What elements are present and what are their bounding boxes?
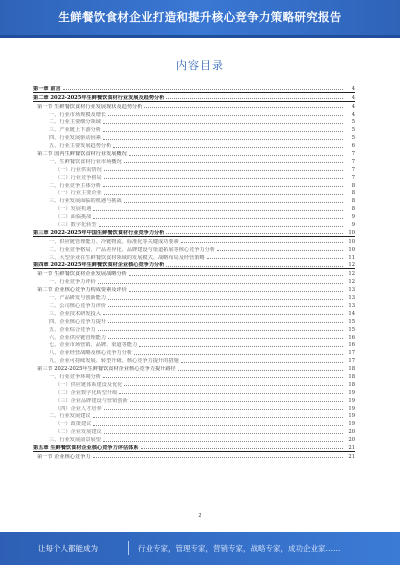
toc-leader-dots	[207, 258, 343, 259]
toc-entry-page: 18	[348, 366, 355, 373]
toc-entry[interactable]	[33, 93, 355, 102]
toc-entry-page: 5	[351, 127, 355, 134]
footer-slogan-left: 让每个人都能成为	[38, 544, 98, 553]
toc-entry-label: 四、企业核心竞争力提升	[49, 318, 107, 325]
toc-entry-label: （三）企业品牌建设与营销创新	[55, 397, 128, 404]
toc-entry-label: 三、企业技术研发投入	[49, 310, 101, 317]
toc-leader-dots	[178, 370, 343, 371]
toc-entry-label: 五、行业主要发展趋势分析	[49, 143, 112, 150]
toc-entry-page: 19	[348, 421, 355, 428]
toc-entry[interactable]	[33, 149, 355, 157]
toc-leader-dots	[103, 441, 343, 442]
toc-entry-label: 二、行业竞争主体分析	[49, 182, 101, 189]
toc-entry[interactable]	[33, 427, 355, 435]
toc-entry-page: 17	[348, 350, 355, 357]
toc-leader-dots	[108, 115, 343, 116]
toc-entry-page: 21	[348, 444, 355, 451]
toc-entry-page: 19	[348, 405, 355, 412]
toc-entry[interactable]	[33, 404, 355, 412]
toc-entry-label: 三、行业发展前景展望	[49, 437, 101, 444]
toc-entry-label: 一、产品研发与创新能力	[49, 295, 107, 302]
toc-entry-page: 20	[348, 429, 355, 436]
toc-leader-dots	[130, 401, 343, 402]
toc-entry-page: 4	[351, 103, 355, 110]
toc-entry[interactable]	[33, 396, 355, 404]
footer-slogan-right: 行业专家，管理专家，营销专家，战略专家，成功企业家……	[138, 544, 341, 553]
toc-leader-dots	[181, 362, 343, 363]
toc-entry-page: 8	[351, 198, 355, 205]
toc-entry-label: 二、行业发展建议	[49, 413, 91, 420]
toc-entry-label: 第二节 企业核心竞争力构成要素及评价	[37, 287, 127, 294]
toc-entry-label: 一、供应链管理能力、冷链物流、标准化等关键成功要素	[49, 238, 179, 245]
toc-entry[interactable]	[33, 317, 355, 325]
toc-leader-dots	[104, 170, 343, 171]
toc-leader-dots	[141, 448, 343, 449]
toc-entry[interactable]	[33, 348, 355, 356]
toc-entry[interactable]	[33, 212, 355, 220]
toc-leader-dots	[104, 194, 343, 195]
toc-entry-label: 第三章 2022-2025年中国生鲜餐饮食材行业竞争力分析	[33, 229, 165, 236]
toc-entry[interactable]	[33, 333, 355, 341]
toc-entry[interactable]	[33, 341, 355, 349]
toc-entry[interactable]	[33, 435, 355, 443]
toc-entry[interactable]	[33, 189, 355, 197]
toc-entry-page: 4	[351, 94, 355, 101]
toc-entry-page: 18	[348, 373, 355, 380]
toc-leader-dots	[217, 250, 343, 251]
toc-entry-page: 10	[348, 246, 355, 253]
toc-entry-page: 6	[351, 143, 355, 150]
toc-entry[interactable]	[33, 372, 355, 380]
toc-entry-label: 第一节 生鲜餐饮食材企业发展战略分析	[37, 271, 127, 278]
toc-entry[interactable]	[33, 356, 355, 364]
toc-entry-page: 19	[348, 397, 355, 404]
toc-entry-page: 4	[351, 85, 355, 92]
toc-entry[interactable]	[33, 277, 355, 285]
toc-entry-page: 13	[348, 295, 355, 302]
toc-entry-label: 第一章 前言	[33, 85, 61, 92]
report-footer	[0, 532, 400, 565]
toc-entry-page: 16	[348, 342, 355, 349]
toc-entry-page: 7	[351, 151, 355, 158]
toc-entry-label: （一）行业供需情况	[55, 166, 102, 173]
toc-leader-dots	[119, 393, 343, 394]
toc-leader-dots	[93, 457, 343, 458]
toc-leader-dots	[108, 306, 343, 307]
footer-divider	[128, 541, 129, 555]
toc-leader-dots	[129, 155, 343, 156]
toc-leader-dots	[104, 433, 343, 434]
toc-entry-label: （三）数字化转型	[55, 222, 97, 229]
toc-leader-dots	[139, 346, 343, 347]
toc-leader-dots	[63, 89, 343, 90]
toc-entry-label: 一、行业竞争力评价	[49, 279, 96, 286]
toc-entry-label: 第三节 2022-2025年生鲜餐饮食材企业核心竞争力提升路径	[37, 366, 176, 373]
toc-leader-dots	[103, 314, 343, 315]
toc-entry-page: 9	[351, 214, 355, 221]
toc-leader-dots	[108, 338, 343, 339]
toc-entry-label: 第二章 2022-2025年生鲜餐饮食材行业发展及趋势分析	[33, 94, 165, 101]
toc-entry[interactable]	[33, 110, 355, 118]
toc-entry[interactable]	[33, 165, 355, 173]
toc-entry-page: 10	[348, 229, 355, 236]
toc-entry-page: 12	[348, 262, 355, 269]
toc-entry-label: 第五章 生鲜餐饮食材企业核心竞争力评估体系	[33, 444, 139, 451]
toc-entry[interactable]	[33, 84, 355, 93]
toc-entry-page: 8	[351, 206, 355, 213]
toc-entry-label: 二、行业主要细分领域	[49, 119, 101, 126]
page-number: 2	[198, 513, 202, 519]
header-stripe	[0, 35, 400, 38]
toc-entry-page: 9	[351, 222, 355, 229]
toc-entry-label: 二、行业竞争格局、产品差异化、品牌建设与渠道拓展等核心竞争力分析	[49, 246, 216, 253]
toc-entry[interactable]	[33, 412, 355, 420]
toc-entry[interactable]	[33, 237, 355, 245]
toc-entry[interactable]	[33, 325, 355, 333]
toc-entry[interactable]	[33, 204, 355, 212]
toc-entry-label: （二）企业数字化转型升级	[55, 389, 118, 396]
toc-leader-dots	[99, 226, 343, 227]
toc-entry[interactable]	[33, 443, 355, 452]
toc-entry-label: （一）政策建议	[55, 421, 92, 428]
toc-entry-label: （一）发展机遇	[55, 206, 92, 213]
toc-leader-dots	[103, 123, 343, 124]
toc-leader-dots	[98, 330, 343, 331]
toc-entry-label: 三、行业发展面临的机遇与挑战	[49, 198, 122, 205]
toc-entry-label: 第一节 生鲜餐饮食材行业发展现状及趋势分析	[37, 103, 143, 110]
toc-entry[interactable]	[33, 452, 355, 460]
toc-leader-dots	[113, 147, 343, 148]
toc-leader-dots	[103, 377, 343, 378]
toc-entry[interactable]	[33, 380, 355, 388]
toc-entry-page: 8	[351, 182, 355, 189]
toc-leader-dots	[103, 131, 343, 132]
toc-leader-dots	[104, 178, 343, 179]
toc-heading: 内容目录	[176, 59, 224, 72]
toc-entry-label: 九、企业可持续发展、转型升级、核心竞争力提升的措施	[49, 358, 179, 365]
toc-entry[interactable]	[33, 309, 355, 317]
table-of-contents	[33, 84, 355, 460]
toc-entry-label: 四、行业发展驱动因素	[49, 135, 101, 142]
toc-leader-dots	[108, 322, 343, 323]
toc-entry[interactable]	[33, 125, 355, 133]
toc-entry-label: 一、生鲜餐饮食材行业市场概况	[49, 158, 122, 165]
toc-leader-dots	[93, 210, 343, 211]
toc-entry[interactable]	[33, 228, 355, 237]
toc-entry[interactable]	[33, 118, 355, 126]
toc-leader-dots	[124, 162, 343, 163]
toc-entry-label: 一、行业竞争环境分析	[49, 373, 101, 380]
toc-entry[interactable]	[33, 261, 355, 270]
toc-entry-page: 20	[348, 437, 355, 444]
toc-entry-page: 15	[348, 318, 355, 325]
toc-leader-dots	[129, 291, 343, 292]
toc-entry-label: 第二节 国内生鲜餐饮食材行业发展概况	[37, 151, 127, 158]
toc-entry-page: 11	[348, 254, 355, 261]
toc-entry-label: 三、产业链上下游分析	[49, 127, 101, 134]
toc-entry-page: 5	[351, 119, 355, 126]
toc-entry-page: 13	[348, 287, 355, 294]
toc-leader-dots	[103, 186, 343, 187]
toc-entry-label: 六、企业供应链管理能力	[49, 334, 107, 341]
toc-entry-label: （二）行业竞争格局	[55, 174, 102, 181]
toc-entry-label: （一）行业主要企业	[55, 190, 102, 197]
toc-entry-label: （四）企业人才培养	[55, 405, 102, 412]
toc-entry-label: 第一节 企业核心竞争力	[37, 453, 91, 460]
toc-entry-label: （一）供应链体系建设及优化	[55, 381, 123, 388]
toc-entry-page: 13	[348, 302, 355, 309]
toc-entry-page: 5	[351, 135, 355, 142]
toc-entry-page: 7	[351, 174, 355, 181]
toc-leader-dots	[134, 354, 343, 355]
toc-leader-dots	[181, 242, 343, 243]
toc-entry[interactable]	[33, 285, 355, 293]
toc-entry[interactable]	[33, 196, 355, 204]
toc-entry-page: 19	[348, 389, 355, 396]
toc-entry[interactable]	[33, 269, 355, 277]
toc-entry-label: 八、企业经营战略及核心竞争力分析	[49, 350, 133, 357]
toc-entry[interactable]	[33, 157, 355, 165]
toc-entry-page: 4	[351, 111, 355, 118]
toc-leader-dots	[166, 233, 343, 234]
toc-leader-dots	[124, 202, 343, 203]
toc-leader-dots	[103, 139, 343, 140]
toc-entry-page: 19	[348, 413, 355, 420]
toc-entry-label: 三、大型企业在生鲜餐饮食材领域的发展模式、战略布局及经营策略	[49, 254, 205, 261]
toc-entry-label: 七、企业市场营销、品牌、渠道等能力	[49, 342, 138, 349]
toc-entry[interactable]	[33, 141, 355, 149]
toc-entry[interactable]	[33, 102, 355, 110]
toc-leader-dots	[108, 299, 343, 300]
toc-entry-label: 第四章 2022-2025年生鲜餐饮食材企业核心竞争力分析	[33, 262, 165, 269]
toc-leader-dots	[144, 107, 343, 108]
toc-leader-dots	[166, 98, 343, 99]
toc-entry[interactable]	[33, 419, 355, 427]
toc-entry-page: 15	[348, 326, 355, 333]
toc-leader-dots	[166, 266, 343, 267]
toc-entry-label: （二）面临挑战	[55, 214, 92, 221]
toc-entry-label: 五、企业综合竞争力	[49, 326, 96, 333]
toc-entry[interactable]	[33, 133, 355, 141]
toc-entry-page: 7	[351, 158, 355, 165]
toc-entry-page: 16	[348, 334, 355, 341]
toc-entry-label: 一、行业市场规模及增长	[49, 111, 107, 118]
toc-entry[interactable]	[33, 364, 355, 372]
toc-entry[interactable]	[33, 245, 355, 253]
toc-entry-page: 18	[348, 381, 355, 388]
toc-entry[interactable]	[33, 173, 355, 181]
toc-entry-page: 12	[348, 279, 355, 286]
toc-leader-dots	[98, 283, 343, 284]
report-header	[0, 0, 400, 38]
toc-entry-page: 17	[348, 358, 355, 365]
toc-leader-dots	[93, 425, 343, 426]
toc-entry-page: 10	[348, 238, 355, 245]
toc-entry[interactable]	[33, 388, 355, 396]
report-title: 生鲜餐饮食材企业打造和提升核心竞争力策略研究报告	[58, 10, 342, 24]
toc-entry-label: 二、公司核心竞争力评价	[49, 302, 107, 309]
toc-entry-page: 8	[351, 190, 355, 197]
toc-entry-label: （二）企业发展建议	[55, 429, 102, 436]
toc-leader-dots	[93, 218, 343, 219]
toc-entry-page: 12	[348, 271, 355, 278]
toc-entry-page: 21	[348, 453, 355, 460]
toc-entry[interactable]	[33, 220, 355, 228]
toc-entry[interactable]	[33, 181, 355, 189]
toc-leader-dots	[129, 275, 343, 276]
toc-entry-page: 14	[348, 310, 355, 317]
toc-entry[interactable]	[33, 293, 355, 301]
toc-entry-page: 7	[351, 166, 355, 173]
toc-entry[interactable]	[33, 301, 355, 309]
toc-entry[interactable]	[33, 253, 355, 261]
toc-leader-dots	[93, 417, 343, 418]
toc-leader-dots	[104, 409, 343, 410]
toc-leader-dots	[124, 385, 343, 386]
